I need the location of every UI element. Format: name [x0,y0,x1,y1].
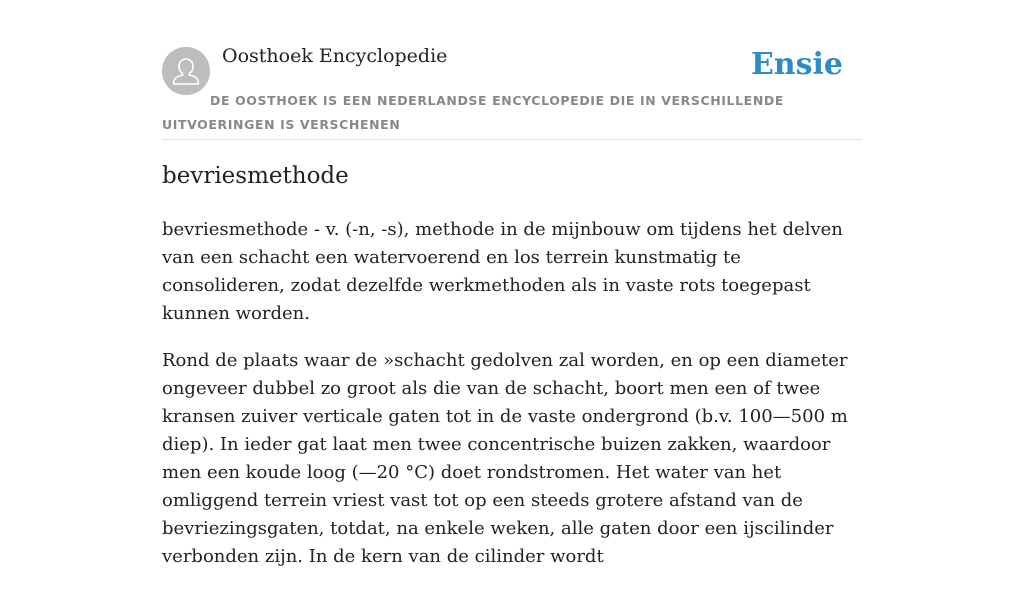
user-avatar-icon[interactable] [162,47,210,95]
article-paragraph: Rond de plaats waar de »schacht gedolven zal worden, en op een diameter ongeveer dubbel zo groot als die van de schacht, boort men een of twee kransen zuiver verticale gaten tot in de vaste ondergrond (b.v. 100—500 m diep). In ieder gat laat men twee concentrische buizen zakken, waardoor men een koude loog (—20 °C) doet rondstromen. Het water van het omliggend terrein vriest vast tot op een steeds grotere afstand van de bevriezingsgaten, totdat, na enkele weken, alle gaten door een ijscilinder verbonden zijn. In de kern van de cilinder wordt [162,350,848,567]
site-header [162,0,862,140]
article-title: bevriesmethode [162,163,349,189]
article-paragraph: bevriesmethode - v. (-n, -s), methode in de mijnbouw om tijdens het delven van een schacht een watervoerend en los terrein kunstmatig te consolideren, zodat dezelfde werkmethoden als in vaste rots toegepast kunnen worden. [162,219,843,324]
ensie-logo-link[interactable]: Ensie [750,47,843,82]
page [162,0,862,567]
site-name-link[interactable]: Oosthoek Encyclopedie [222,45,448,67]
site-tagline: DE OOSTHOEK IS EEN NEDERLANDSE ENCYCLOPEDIE DIE IN VERSCHILLENDE UITVOERINGEN IS VERSCHENEN [162,93,784,132]
article-body [162,216,862,590]
